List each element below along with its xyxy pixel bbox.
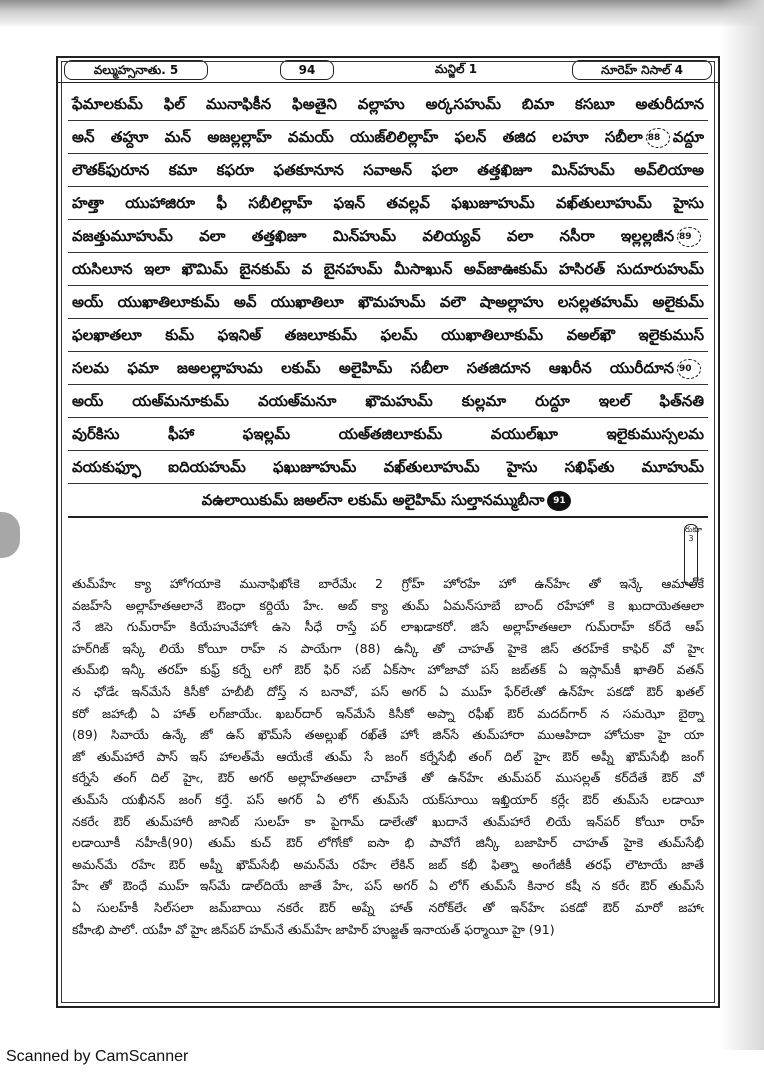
scan-edge-shadow (0, 0, 764, 26)
verse-text: అన్ తహ్దూ మన్ అజల్లల్లాహ్ వమయ్‌‌ యుజ్‌లిలిల్లాహ్ ఫలన్ తజిద లహూ సబీలా (72, 128, 643, 146)
translation-line: నే జిసె గుమ్‌రాహ్ కియేహువేహోఁ ఉసె సీధే రాస్తే పర్ లాఖడాకరో. జిసే అల్లాహ్‌తఆలా గుమ్‌రాహ్ కర్‌దే ఆప్ (72, 619, 704, 635)
translation-line: (89) సివాయే ఉన్కే జో ఉస్ ఖౌమ్‌సే తఅల్లుఖ్ రఖ్‌తే హోఁ జిన్‌సే తుమ్‌హారా ముఆహిదా హోచుకా హై యా (72, 727, 704, 743)
verse-text: ఫేమాలకుమ్ ఫిల్ మునాఫికీన ఫిఅతైని వల్లాహు అర్కసహుమ్ బిమా కసబూ అతురీదూన (72, 95, 704, 113)
verse-marker-88: 88 (646, 128, 670, 148)
verse-line (68, 187, 708, 220)
verse-text: ఫలఖాతలూ కుమ్ ఫఇనిఅ్ తజలూకుమ్ ఫలమ్ యుఖాతిలూకుమ్ వఅల్‌ఖౌ ఇలైకుముస్ (72, 326, 704, 344)
header-manzil: మన్జిల్ 1 (434, 62, 478, 76)
verse-line (68, 286, 708, 319)
translation-line: నకరేఁ ఔర్ తుమ్‌హారీ జానిబ్ సులహ్ కా పైగామ్ డాలేఁతో ఖుదానే తుమ్‌హారే లియే ఇన్‌పర్ కోయీ రాహ్ (72, 813, 704, 829)
translation-line: హేఁ తో ఔంధే ముహ్ ఇస్‌మే డాల్‌దియే జాతే హేఁ, పస్ అగర్ ఏ లోగ్ తుమ్‌సే కినార కషీ న కరేఁ ఔర్ తుమ్‌సే (72, 878, 704, 894)
page-header (58, 58, 718, 83)
thumb-shadow (0, 512, 20, 558)
verse-line (68, 253, 708, 286)
verse-transliteration (68, 88, 708, 518)
translation-line: కర్నేసే తంగ్ దిల్ హైఁ, ఔర్ అగర్ అల్లాహ్‌తఆలా చాహ్‌తే తో ఉన్‌హేఁ తుమ్‌పర్ ముసల్లత్ కర్‌దేతే ఔర్ వో (72, 770, 704, 786)
translation-line: తుమ్‌భి ఇన్కీ తరహ్ కుఫ్ర్ కర్నే లగో ఔర్ ఫిర్ సబ్ ఏక్‌సాఁ హోజావో పస్ జబ్‌తక్ ఏ ఇస్లామ్‌కీ ఖాతిర్ వతన్ (72, 662, 704, 678)
verse-marker-90: 90 (677, 359, 701, 379)
verse-text: అయ్‌ యుఖాతిలూకుమ్ అవ్ యుఖాతిలూ ఖౌమహుమ్ వలౌ షాఅల్లాహు లసల్లతహుమ్ అలైకుమ్ (72, 293, 704, 311)
translation-line: లడాయీకీ నహీఁకీ(90) తుమ్ కుచ్ ఔర్ లోగోఁకో ఐసా భి పావోగే జిన్కీ బజాహిర్ చాహత్ హైకె తుమ్‌సేభీ (72, 835, 704, 851)
page-curl-shadow (720, 0, 764, 1050)
page-frame (56, 56, 720, 1008)
header-surah: వల్ముహ్సనాతు. 5 (64, 60, 208, 80)
verse-text: సలమ ఫమా జఅలల్లాహుమ లకుమ్ అలైహిమ్ సబీలా సతజిదూన ఆఖరీన యురీదూన (72, 359, 674, 377)
verse-text: అయ్‌ యఅ్‌మనూకుమ్ వయఅ్‌మనూ ఖౌమహుమ్ కుల్లమా రుద్దూ ఇలల్ ఫిత్‌నతి (72, 392, 704, 410)
translation-line: తుమ్‌సే యఖీనన్ జంగ్ కర్తే. పస్ అగర్ ఏ లోగ్ తుమ్‌సే యక్‌సూయి ఇఖ్తియార్ కర్లేఁ ఔర్ తుమ్‌సే లడాయీ (72, 791, 704, 807)
verse-line (68, 484, 708, 518)
header-ruku: నూరెహ్ నిసాల్ 4 (572, 60, 712, 80)
ruku-side-tag: రుకూ 3 (684, 524, 698, 586)
verse-text: లౌతక్‌ఫురూన కమా కఫరూ ఫతకూనూన సవాఅన్ ఫలా తత్తఖిజూ మిన్‌హుమ్ అవ్‌లియాఅ (72, 161, 704, 179)
verse-text: వయకుఫ్ఫూ ఐదియహుమ్ ఫఖుజూహుమ్ వఖ్‌తులూహుమ్ హైసు సఖిఫ్‌తు మూహుమ్ (72, 458, 704, 476)
verse-line (68, 352, 708, 385)
translation-line: కరో జహాఁభీ ఏ హాత్ లగ్‌జాయేఁ. ఖబర్‌దార్ ఇన్‌మేసే కిసీకో అప్నా రఫీఖ్ ఔర్ మదద్‌గార్ న సమఝో బైఠ్నా (72, 705, 704, 721)
translation-block (68, 573, 708, 940)
scanner-watermark: Scanned by CamScanner (6, 1048, 189, 1065)
translation-line: అమన్‌మే రహేఁ ఔర్ అప్నీ ఖౌమ్‌సేభీ అమన్‌మే రహేఁ లేకిన్ జబ్ కభీ ఫిత్నా అంగేజీకీ తరఫ్ లౌటాయే జాతే (72, 856, 704, 872)
translation-line: హర్‌గిజ్ ఇస్కే లియే కోయీ రాహ్ న పాయేగా (88) ఉన్కీ తో చాహత్ హైకె జిస్ తరహ్‌కే కాఫిర్ వో హైఁ (72, 640, 704, 656)
translation-line: జో తుమ్‌హారే పాస్ ఇస్ హాలత్‌మే ఆయేఁకే తుమ్ సే జంగ్ కర్నేసేభీ తంగ్ దిల్ హైఁ ఔర్ అప్నీ ఖౌమ్‌సేభీ జంగ్ (72, 748, 704, 764)
translation-line: తుమ్‌హేఁ క్యా హోగయాకె మునాఫిఖోఁకె బారేమేఁ 2 గ్రోహ్ హోరహే హో ఉన్‌హేఁ తో ఇన్కే ఆమాల్‌కే (72, 576, 704, 591)
verse-line (68, 154, 708, 187)
verse-text: హత్తా యుహాజిరూ ఫీ సబీలిల్లాహ్ ఫఇన్ తవల్లవ్ ఫఖుజూహుమ్ వఖ్‌తులూహుమ్ హైసు (72, 194, 704, 212)
verse-text: వుర్‌కిసు ఫీహా ఫఇల్లమ్ యఅ్‌తజిలూకుమ్ వయుల్‌ఖూ ఇలైకుముస్సలమ (72, 425, 704, 443)
verse-text: వజత్తుమూహుమ్ వలా తత్తఖిజూ మిన్‌హుమ్ వలియ్యవ్‌ వలా నసీరా ఇల్లల్లజీన (72, 227, 674, 245)
verse-marker-91: 91 (547, 491, 571, 511)
translation-line: కహీఁభి పాలో. యహీ వో హైఁ జిన్‌పర్ హమ్‌నే తుమ్‌హేఁ జాహిర్ హుజ్జత్ ఇనాయత్ ఫర్మాయీ హై (91) (72, 921, 555, 937)
verse-line: అన్ తహ్దూ మన్ అజల్లల్లాహ్ వమయ్‌‌ యుజ్‌లిలిల్లాహ్ ఫలన్ తజిద లహూ సబీలా 88 వద్దూ (68, 121, 708, 154)
verse-line (68, 418, 708, 451)
verse-text: వఉలాయికుమ్ జఅల్‌నా లకుమ్ అలైహిమ్ సుల్తానమ్ముబీనా (201, 491, 545, 509)
verse-marker-89: 89 (677, 227, 701, 247)
verse-line (68, 319, 708, 352)
verse-line (68, 451, 708, 484)
verse-line (68, 220, 708, 253)
verse-text: యసిలూన ఇలా ఖౌమిమ్ బైనకుమ్ వ బైనహుమ్ మీసాఖున్ అవ్‌జాఊకుమ్ హసిరత్ సుదూరుహుమ్ (72, 260, 704, 278)
header-page-number: 94 (280, 60, 334, 80)
verse-line (68, 88, 708, 121)
translation-line: న ఛోడేఁ ఇన్‌మేసే కిసీకో హబీబీ దోస్త్ న బనావో, పస్ అగర్ ఏ ముహ్ ఫేర్‌లేఁతో ఉన్‌హేఁ పకడో ఔర్ ఖతల్ (72, 683, 704, 699)
verse-line (68, 385, 708, 418)
translation-line: ఏ సులహ్‌కీ సిల్‌సలా జమ్‌బాయి నకరేఁ ఔర్ అప్నే హాత్ నరోక్‌లేఁ తో ఇన్‌హేఁ పకడో ఔర్ మారో జహాఁ (72, 899, 704, 915)
translation-line: వజహ్‌సే అల్లాహ్‌తఆలానే ఔంధా కర్దియే హేఁ. అబ్ క్యా తుమ్ ఏమన్‌సూబే బాంద్ రహేహో కె ఖుదాయెతఆలా (72, 597, 704, 613)
